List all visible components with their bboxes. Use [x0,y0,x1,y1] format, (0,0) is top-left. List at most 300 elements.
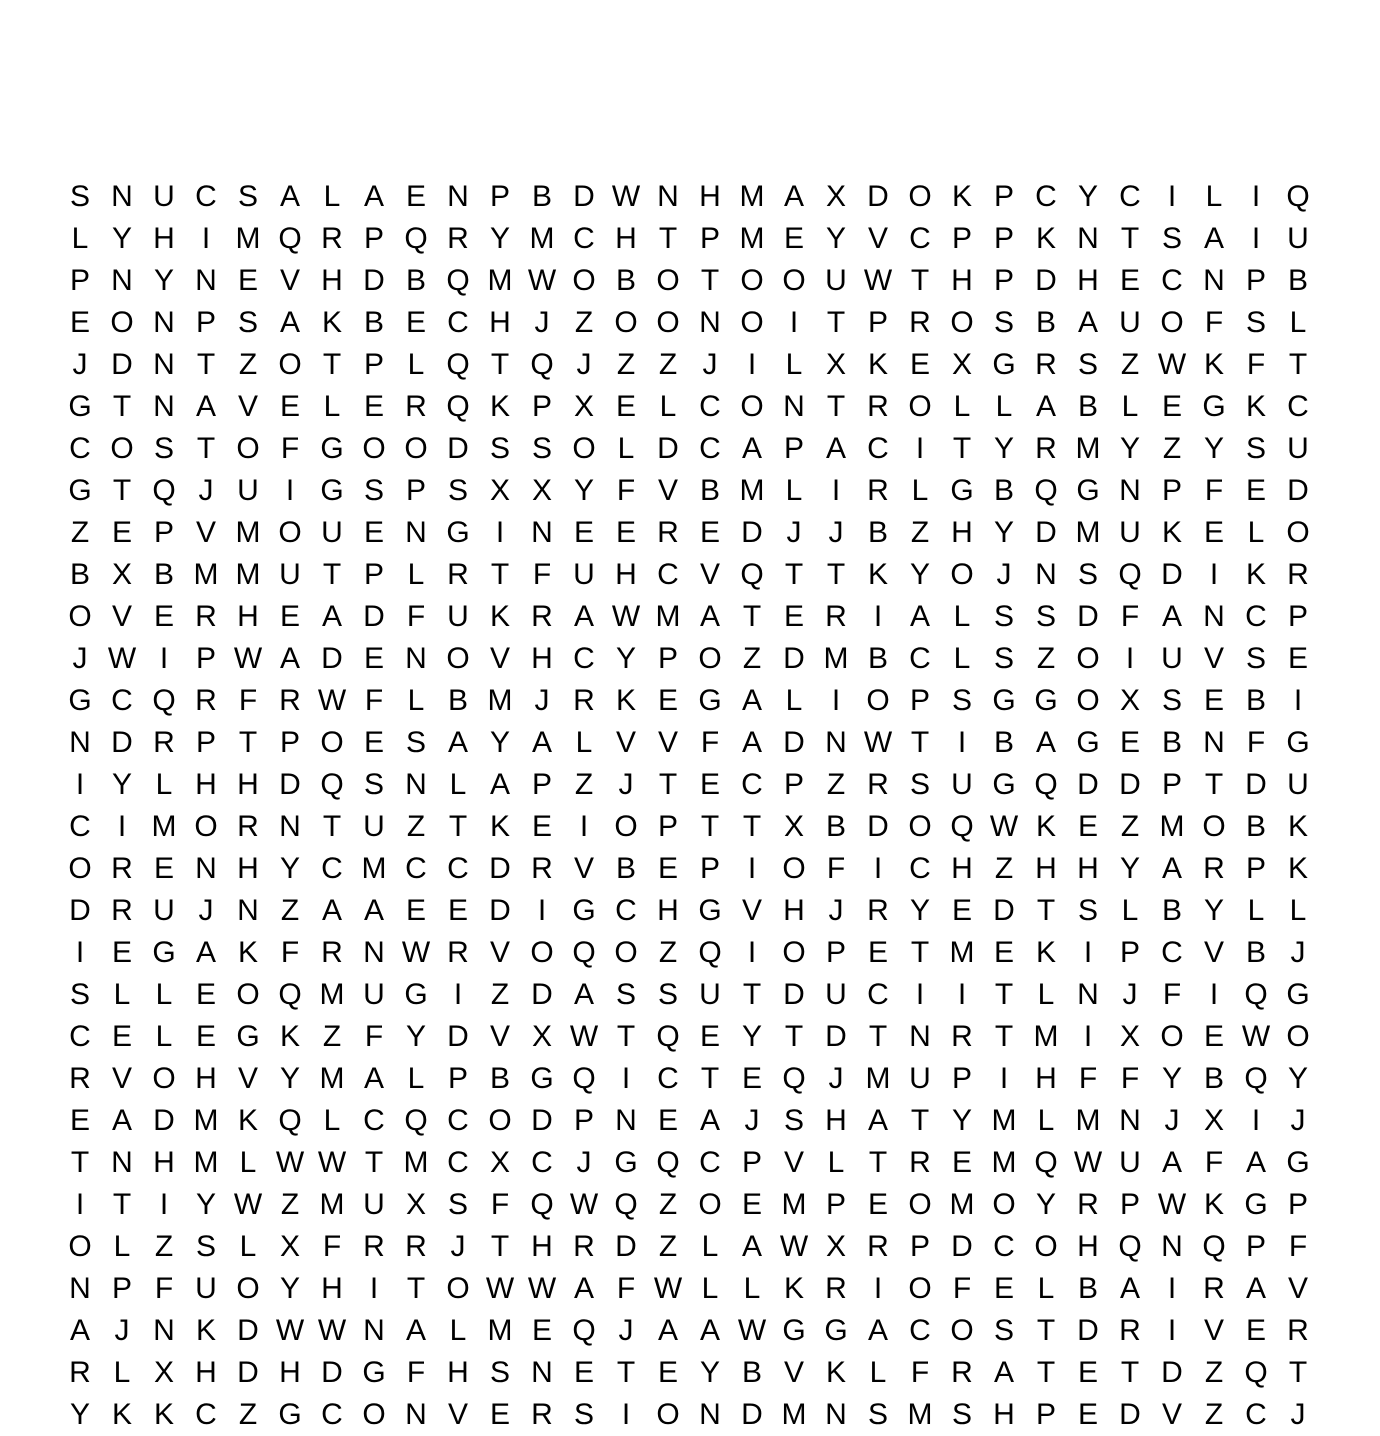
grid-letter: J [996,558,1012,591]
grid-letter: O [1034,1230,1058,1263]
grid-letter: I [873,600,883,633]
grid-letter: D [1077,768,1099,801]
grid-letter: G [320,474,344,507]
grid-row [59,1352,1319,1394]
grid-row [59,176,1319,218]
grid-letter: O [950,306,974,339]
grid-letter: A [363,180,384,213]
grid-letter: L [785,348,803,381]
grid-letter: E [741,1062,762,1095]
grid-letter: D [867,180,889,213]
grid-letter: C [909,642,931,675]
grid-letter: C [657,558,679,591]
grid-letter: B [615,264,636,297]
grid-letter: P [405,474,426,507]
grid-letter: S [783,1104,804,1137]
grid-letter: L [1205,180,1223,213]
grid-letter: H [951,264,973,297]
grid-letter: S [531,432,552,465]
grid-letter: S [1245,306,1266,339]
grid-letter: E [1077,1356,1098,1389]
grid-letter: P [825,1188,846,1221]
grid-letter: E [447,894,468,927]
grid-letter: Q [152,474,176,507]
grid-letter: N [783,390,805,423]
grid-letter: O [68,1230,92,1263]
grid-letter: M [1075,1104,1101,1137]
grid-letter: H [195,1356,217,1389]
grid-letter: S [153,432,174,465]
grid-letter: P [867,306,888,339]
grid-letter: O [950,558,974,591]
grid-letter: Q [530,1188,554,1221]
grid-letter: H [195,768,217,801]
grid-letter: L [407,558,425,591]
grid-letter: J [576,348,592,381]
grid-letter: R [1287,558,1309,591]
grid-letter: X [951,348,972,381]
grid-letter: L [953,390,971,423]
grid-letter: N [153,348,175,381]
grid-letter: C [195,1398,217,1431]
grid-letter: Q [278,978,302,1011]
grid-letter: G [950,474,974,507]
grid-letter: E [153,600,174,633]
grid-letter: J [198,474,214,507]
grid-letter: G [446,516,470,549]
grid-letter: Y [279,852,300,885]
grid-letter: Z [658,1230,678,1263]
grid-letter: D [783,726,805,759]
grid-letter: P [699,222,720,255]
grid-letter: T [490,1230,510,1263]
grid-letter: E [405,894,426,927]
grid-letter: R [909,1146,931,1179]
grid-letter: R [867,1230,889,1263]
grid-letter: Z [994,852,1014,885]
grid-letter: C [1161,936,1183,969]
grid-letter: L [785,684,803,717]
grid-letter: V [699,558,720,591]
grid-letter: J [1290,1104,1306,1137]
grid-letter: Z [1204,1356,1224,1389]
grid-letter: L [827,1146,845,1179]
grid-letter: T [364,1146,384,1179]
grid-letter: R [447,558,469,591]
grid-row [59,806,1319,848]
grid-letter: T [910,726,930,759]
grid-letter: O [656,264,680,297]
grid-letter: H [1077,1230,1099,1263]
grid-letter: R [909,306,931,339]
grid-letter: V [447,1398,468,1431]
grid-letter: M [907,1398,933,1431]
grid-letter: R [1035,432,1057,465]
grid-letter: S [489,1356,510,1389]
grid-letter: T [700,264,720,297]
grid-letter: E [405,306,426,339]
grid-letter: O [68,852,92,885]
grid-letter: O [236,432,260,465]
grid-letter: F [406,1356,426,1389]
grid-letter: D [573,180,595,213]
grid-letter: X [111,558,132,591]
grid-letter: W [401,936,431,969]
grid-letter: J [1164,1104,1180,1137]
grid-letter: I [369,1272,379,1305]
grid-letter: O [488,1104,512,1137]
grid-letter: I [579,810,589,843]
grid-row [59,722,1319,764]
grid-letter: T [868,1146,888,1179]
grid-letter: O [446,642,470,675]
grid-letter: O [1076,684,1100,717]
grid-letter: O [614,936,638,969]
grid-row [59,344,1319,386]
grid-letter: V [741,894,762,927]
grid-letter: J [828,516,844,549]
grid-letter: W [737,1314,767,1347]
grid-letter: J [450,1230,466,1263]
grid-letter: J [1122,978,1138,1011]
grid-letter: P [363,348,384,381]
grid-letter: X [825,348,846,381]
grid-letter: I [873,852,883,885]
grid-letter: V [111,1062,132,1095]
grid-letter: S [195,1230,216,1263]
grid-letter: P [657,642,678,675]
grid-letter: D [783,978,805,1011]
grid-letter: R [1287,1314,1309,1347]
grid-letter: T [196,348,216,381]
grid-row [59,974,1319,1016]
grid-letter: F [406,600,426,633]
grid-letter: E [1287,642,1308,675]
grid-letter: G [614,1146,638,1179]
grid-letter: M [781,1398,807,1431]
grid-letter: Z [616,348,636,381]
grid-letter: N [531,1356,553,1389]
grid-letter: M [403,1146,429,1179]
grid-letter: L [869,1356,887,1389]
grid-letter: M [487,264,513,297]
grid-letter: Y [699,1356,720,1389]
grid-letter: O [362,1398,386,1431]
grid-letter: J [72,642,88,675]
grid-letter: C [615,894,637,927]
grid-letter: Z [1120,348,1140,381]
grid-letter: V [1287,1272,1308,1305]
grid-letter: D [1119,768,1141,801]
grid-letter: Y [489,222,510,255]
grid-letter: E [783,222,804,255]
grid-letter: C [1287,390,1309,423]
grid-letter: T [910,936,930,969]
grid-letter: G [1076,726,1100,759]
grid-letter: M [865,1062,891,1095]
grid-letter: N [237,894,259,927]
grid-letter: P [1287,600,1308,633]
grid-letter: C [1245,600,1267,633]
grid-letter: T [1120,222,1140,255]
grid-letter: L [239,1146,257,1179]
grid-letter: R [867,894,889,927]
grid-letter: N [825,726,847,759]
grid-letter: K [195,1314,216,1347]
grid-letter: L [785,474,803,507]
grid-letter: O [236,978,260,1011]
grid-letter: L [1247,516,1265,549]
grid-letter: V [279,264,300,297]
grid-letter: H [951,516,973,549]
grid-letter: X [489,474,510,507]
grid-letter: N [111,264,133,297]
grid-letter: S [951,1398,972,1431]
grid-letter: F [1162,978,1182,1011]
grid-letter: W [989,810,1019,843]
grid-letter: S [1035,600,1056,633]
grid-letter: N [825,1398,847,1431]
grid-letter: G [698,894,722,927]
grid-letter: O [110,306,134,339]
grid-letter: X [531,474,552,507]
grid-letter: Q [572,1062,596,1095]
grid-letter: E [573,1356,594,1389]
grid-letter: H [531,1230,553,1263]
grid-letter: Y [1077,180,1098,213]
grid-letter: T [658,222,678,255]
grid-letter: D [489,894,511,927]
grid-letter: I [1251,1104,1261,1137]
grid-letter: Z [1036,642,1056,675]
grid-letter: Q [1034,768,1058,801]
grid-letter: M [949,936,975,969]
grid-letter: F [280,432,300,465]
grid-letter: N [447,180,469,213]
grid-letter: V [573,852,594,885]
grid-letter: R [1077,1188,1099,1221]
grid-letter: P [489,180,510,213]
grid-letter: R [951,1356,973,1389]
grid-letter: U [1119,306,1141,339]
grid-letter: X [405,1188,426,1221]
grid-letter: B [1287,264,1308,297]
grid-letter: T [490,558,510,591]
grid-letter: A [699,1104,720,1137]
grid-letter: A [363,894,384,927]
grid-letter: S [951,684,972,717]
grid-letter: W [1241,1020,1271,1053]
grid-letter: I [957,726,967,759]
grid-letter: F [280,936,300,969]
grid-letter: T [994,978,1014,1011]
grid-letter: V [489,936,510,969]
grid-letter: U [699,978,721,1011]
grid-letter: M [235,516,261,549]
grid-letter: I [285,474,295,507]
grid-letter: N [153,390,175,423]
grid-letter: M [1033,1020,1059,1053]
grid-letter: W [233,1188,263,1221]
grid-letter: B [1077,390,1098,423]
grid-letter: S [237,306,258,339]
grid-letter: D [531,1104,553,1137]
grid-letter: I [537,894,547,927]
grid-letter: M [193,1146,219,1179]
grid-letter: W [485,1272,515,1305]
grid-letter: H [279,1356,301,1389]
grid-letter: G [572,894,596,927]
grid-letter: Y [1161,1062,1182,1095]
grid-letter: J [198,894,214,927]
grid-letter: Q [656,1146,680,1179]
grid-letter: C [69,1020,91,1053]
grid-letter: K [1035,222,1056,255]
grid-letter: C [195,180,217,213]
grid-letter: E [489,1398,510,1431]
grid-letter: R [69,1062,91,1095]
grid-letter: E [1203,684,1224,717]
grid-letter: M [1075,516,1101,549]
grid-row [59,1100,1319,1142]
grid-letter: B [993,726,1014,759]
grid-letter: C [447,852,469,885]
grid-letter: U [237,474,259,507]
grid-letter: D [951,1230,973,1263]
grid-letter: X [489,1146,510,1179]
grid-letter: W [275,1314,305,1347]
grid-letter: L [659,390,677,423]
grid-letter: N [1203,264,1225,297]
grid-letter: N [699,306,721,339]
grid-letter: H [657,894,679,927]
grid-letter: S [993,600,1014,633]
grid-letter: D [657,432,679,465]
grid-letter: N [111,180,133,213]
grid-letter: H [951,852,973,885]
grid-letter: P [825,936,846,969]
grid-letter: A [447,726,468,759]
grid-letter: F [910,1356,930,1389]
grid-letter: K [237,1104,258,1137]
grid-letter: S [993,642,1014,675]
grid-letter: Y [111,768,132,801]
grid-letter: E [1119,726,1140,759]
grid-letter: E [279,390,300,423]
grid-letter: I [159,1188,169,1221]
grid-letter: E [1203,516,1224,549]
grid-letter: E [1119,264,1140,297]
grid-letter: P [153,516,174,549]
grid-letter: L [155,768,173,801]
grid-letter: S [1077,894,1098,927]
grid-letter: E [363,726,384,759]
grid-letter: V [489,642,510,675]
grid-letter: P [531,390,552,423]
grid-letter: R [1203,1272,1225,1305]
grid-letter: G [236,1020,260,1053]
grid-letter: U [363,978,385,1011]
grid-letter: U [1287,432,1309,465]
grid-letter: F [364,684,384,717]
grid-letter: Q [950,810,974,843]
grid-letter: N [1203,600,1225,633]
grid-letter: F [364,1020,384,1053]
grid-letter: W [1157,1188,1187,1221]
grid-letter: P [363,222,384,255]
grid-letter: D [111,726,133,759]
grid-letter: M [319,1062,345,1095]
grid-letter: F [700,726,720,759]
grid-letter: R [531,1398,553,1431]
grid-letter: E [405,180,426,213]
grid-letter: Q [278,1104,302,1137]
grid-letter: Z [154,1230,174,1263]
grid-letter: E [69,1104,90,1137]
grid-letter: Q [1034,474,1058,507]
grid-letter: C [867,432,889,465]
grid-letter: F [322,1230,342,1263]
grid-letter: I [621,1062,631,1095]
grid-letter: U [825,978,847,1011]
grid-letter: E [993,1272,1014,1305]
grid-row [59,1226,1319,1268]
grid-letter: R [867,768,889,801]
grid-letter: O [278,516,302,549]
grid-letter: B [1161,726,1182,759]
grid-letter: A [573,978,594,1011]
grid-letter: H [1077,264,1099,297]
grid-letter: S [867,1398,888,1431]
grid-letter: P [1287,1188,1308,1221]
grid-letter: M [739,474,765,507]
grid-letter: D [1287,474,1309,507]
grid-letter: T [112,1188,132,1221]
grid-letter: Z [280,894,300,927]
grid-letter: N [405,768,427,801]
grid-letter: A [1035,726,1056,759]
grid-letter: K [783,1272,804,1305]
grid-letter: O [1160,1020,1184,1053]
grid-letter: M [235,222,261,255]
grid-letter: B [615,852,636,885]
grid-letter: N [363,936,385,969]
grid-letter: S [237,180,258,213]
grid-letter: I [747,348,757,381]
grid-letter: P [195,726,216,759]
grid-letter: L [617,432,635,465]
grid-letter: W [317,1314,347,1347]
grid-row [59,596,1319,638]
grid-letter: C [573,222,595,255]
grid-letter: P [447,1062,468,1095]
grid-letter: D [1035,516,1057,549]
grid-row [59,1184,1319,1226]
grid-letter: N [363,1314,385,1347]
grid-letter: A [405,1314,426,1347]
grid-letter: E [237,264,258,297]
grid-letter: Q [1118,558,1142,591]
grid-letter: L [701,1230,719,1263]
grid-letter: H [1035,852,1057,885]
grid-letter: E [363,516,384,549]
grid-letter: D [615,1230,637,1263]
grid-letter: C [405,852,427,885]
grid-letter: V [195,516,216,549]
grid-letter: M [193,558,219,591]
grid-letter: V [657,726,678,759]
grid-letter: Z [742,642,762,675]
